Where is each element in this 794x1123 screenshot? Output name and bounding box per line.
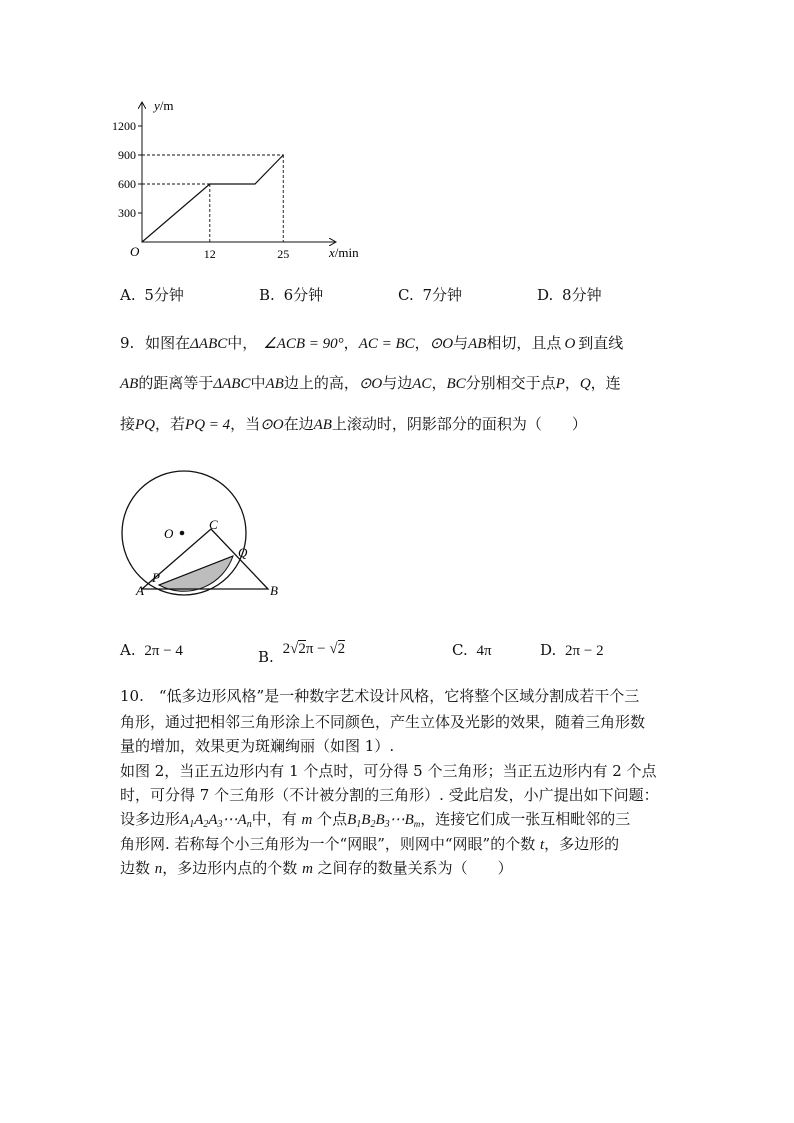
q10-text: 边数 [120, 859, 155, 877]
choice-text: 7分钟 [422, 286, 463, 304]
q9-text: ， [343, 334, 359, 352]
q10-line-4: 如图 2，当正五边形内有 1 个点时，可分得 5 个三角形；当正五边形内有 2 个点 [120, 762, 657, 780]
q8-choice-c[interactable] [398, 285, 462, 305]
label-a: A [136, 583, 144, 598]
segment-ac: AC [412, 376, 432, 392]
q9-choice-a[interactable] [120, 640, 183, 661]
segment-ab: AB [120, 376, 139, 392]
point-b-sequence [347, 812, 420, 828]
q9-text: 分别相交于点 [465, 374, 556, 392]
sqrt-icon: √ [290, 641, 299, 657]
q9-text: 与边 [382, 374, 413, 392]
q9-text: ，连 [590, 374, 621, 392]
q9-text: 边上的高， [283, 374, 359, 392]
segment-ab: AB [313, 417, 332, 433]
a: A [237, 812, 247, 828]
q9-line-2 [120, 373, 621, 394]
circle-o: ⊙O [358, 376, 383, 392]
q10-text: 中，有 [251, 810, 302, 828]
segment-bc: BC [446, 376, 466, 392]
sub: m [413, 819, 421, 829]
a: A [194, 812, 204, 828]
segment-pq: PQ [135, 417, 156, 433]
radicand: 2 [337, 641, 346, 657]
q9-text: ， [414, 334, 430, 352]
q9-text: 的距离等于 [138, 374, 214, 392]
triangle-abc: ΔABC [190, 336, 228, 352]
label-c: C [209, 517, 218, 532]
q10-text: 之间存的数量关系为（ ） [312, 859, 513, 877]
y-tick-label: 300 [118, 206, 136, 220]
q9-text: 到直线 [578, 334, 624, 352]
coefficient: 2 [282, 641, 291, 657]
label-o: O [164, 526, 174, 541]
q10-text: 设多边形 [120, 810, 181, 828]
angle-acb: ∠ACB = 90° [263, 336, 344, 352]
pi-minus: π − [305, 641, 330, 657]
a: A [180, 812, 190, 828]
choice-label: D. [540, 641, 557, 659]
y-tick-label: 900 [118, 148, 136, 162]
choice-label: A. [120, 641, 136, 659]
choice-text: 2π − 2 [565, 643, 604, 659]
point-q: Q [579, 376, 591, 392]
q10-text: ，连接它们成一张互相毗邻的三 [420, 810, 631, 828]
q9-text: ， [564, 374, 580, 392]
q9-choice-b[interactable] [258, 638, 346, 666]
shaded-segment [159, 556, 233, 591]
choice-label: D. [537, 286, 554, 304]
sub: 2 [203, 819, 209, 830]
choice-label: C. [398, 286, 414, 304]
radicand: 2 [298, 641, 306, 657]
b: B [347, 812, 357, 828]
q10-line-5: 时，可分得 7 个三角形（不计被分割的三角形）. 受此启发，小广提出如下问题： [120, 786, 659, 804]
q10-text: 角形网. 若称每个小三角形为一个“网眼”，则网中“网眼”的个数 [120, 835, 540, 853]
q10-line-3: 量的增加，效果更为斑斓绚丽（如图 1）. [120, 737, 395, 755]
center-dot [180, 531, 185, 536]
q8-choice-b[interactable] [259, 285, 323, 305]
choice-label: A. [120, 286, 136, 304]
sub: 3 [384, 819, 390, 830]
choice-text: 2π − 4 [144, 643, 183, 659]
choice-label: B. [258, 648, 274, 666]
q10-text: ，多边形内点的个数 [162, 859, 303, 877]
choice-label: C. [452, 641, 468, 659]
data-point [254, 183, 255, 184]
q10-line-8 [120, 858, 513, 879]
b: B [361, 812, 371, 828]
data-point [283, 154, 284, 155]
pq-eq-4: PQ = 4 [185, 417, 231, 433]
q9-text: 相切，且点 [486, 334, 562, 352]
q9-text: 中， [227, 334, 258, 352]
x-tick-label: 25 [277, 247, 290, 261]
y-axis-label: y/m [154, 98, 174, 113]
var-t: t [539, 837, 545, 853]
sub: 1 [189, 819, 195, 830]
choice-text: 4π [476, 643, 492, 659]
sqrt-icon: √ [329, 641, 338, 657]
q8-choice-d[interactable] [537, 285, 602, 305]
q9-text: ，当 [230, 415, 261, 433]
choice-text: 5分钟 [144, 286, 184, 304]
choice-expression [283, 641, 346, 657]
q9-line-1 [120, 333, 623, 354]
q8-choice-a[interactable] [120, 285, 184, 305]
question-number: 9. [120, 334, 135, 352]
q9-text: 中 [250, 374, 266, 392]
q9-text: 上滚动时，阴影部分的面积为（ ） [331, 415, 587, 433]
q9-choice-c[interactable] [452, 640, 492, 661]
q9-text: 在边 [283, 415, 314, 433]
var-n: n [154, 861, 163, 877]
label-q: Q [238, 545, 248, 560]
data-point [141, 241, 142, 242]
point-p: P [555, 376, 565, 392]
q9-text: 接 [120, 415, 136, 433]
var-m: m [302, 861, 313, 877]
circle-o: ⊙O [429, 336, 454, 352]
label-b: B [270, 583, 278, 598]
point-o: O [564, 336, 576, 352]
q10-line-6 [120, 809, 630, 835]
circle-o: ⊙O [260, 417, 284, 433]
y-tick-label: 1200 [112, 119, 136, 133]
polygon-a-sequence [180, 812, 252, 828]
data-point [209, 183, 210, 184]
choice-text: 8分钟 [562, 286, 602, 304]
a: A [208, 812, 218, 828]
choice-label: B. [259, 286, 275, 304]
triangle-abc: ΔABC [213, 376, 251, 392]
sub: 3 [217, 819, 223, 830]
x-axis-label: x/min [329, 245, 359, 260]
ac-eq-bc: AC = BC [358, 336, 415, 352]
q9-text: ，若 [155, 415, 186, 433]
x-tick-label: 12 [203, 247, 216, 261]
origin-label: O [130, 244, 140, 259]
q9-choice-d[interactable] [540, 640, 604, 661]
choice-text: 6分钟 [283, 286, 324, 304]
b: B [404, 812, 414, 828]
label-p: P [152, 570, 160, 585]
q9-line-3 [120, 414, 587, 435]
series-line [142, 155, 283, 242]
circle-triangle-figure [115, 458, 295, 603]
q9-text: 与 [453, 334, 469, 352]
segment-ab: AB [265, 376, 284, 392]
q10-line-1: 10. “低多边形风格”是一种数字艺术设计风格，它将整个区域分割成若干个三 [120, 687, 640, 705]
sub: 1 [356, 819, 362, 830]
var-m: m [301, 812, 313, 828]
y-tick-label: 600 [118, 177, 136, 191]
q9-text: ， [431, 374, 447, 392]
q10-text: ，多边形的 [544, 835, 620, 853]
ellipsis: ⋯ [389, 812, 405, 828]
q10-line-2: 角形，通过把相邻三角形涂上不同颜色，产生立体及光影的效果，随着三角形数 [120, 713, 646, 731]
ellipsis: ⋯ [222, 812, 238, 828]
q10-text: 个点 [312, 810, 348, 828]
segment-ab: AB [468, 336, 487, 352]
sub: n [246, 819, 252, 830]
q10-line-7 [120, 834, 619, 855]
q9-text: 如图在 [145, 334, 191, 352]
distance-time-graph [110, 95, 380, 265]
sub: 2 [370, 819, 376, 830]
b: B [375, 812, 385, 828]
